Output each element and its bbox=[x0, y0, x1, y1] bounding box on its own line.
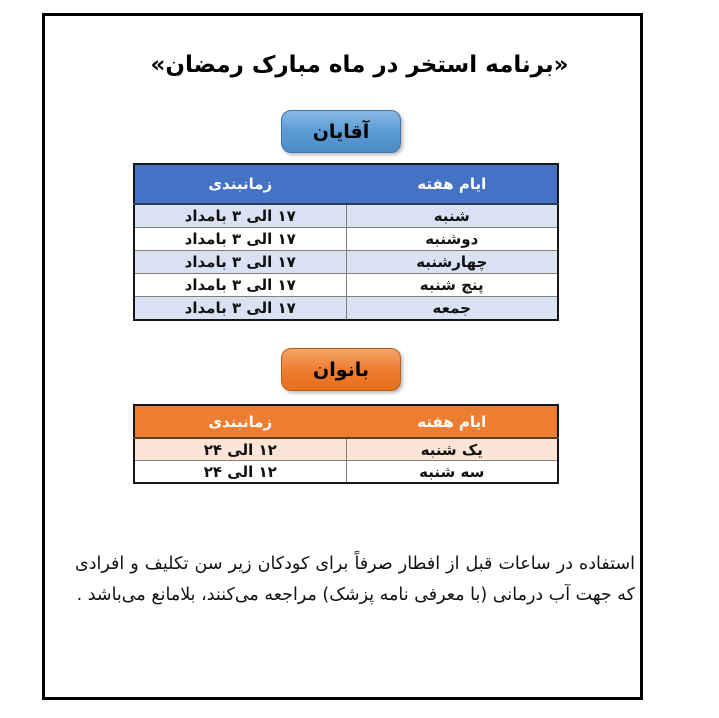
table-row bbox=[134, 438, 558, 461]
men-header-row bbox=[134, 164, 558, 204]
time-cell: ۱۲ الی ۲۴ bbox=[134, 438, 346, 461]
table-row bbox=[134, 274, 558, 297]
time-cell: ۱۷ الی ۳ بامداد bbox=[134, 251, 346, 274]
men-time-header: زمانبندی bbox=[134, 164, 346, 204]
day-cell: شنبه bbox=[346, 204, 558, 228]
table-row bbox=[134, 228, 558, 251]
day-cell: چهارشنبه bbox=[346, 251, 558, 274]
table-row bbox=[134, 297, 558, 321]
women-section-label: بانوان bbox=[312, 358, 370, 381]
table-row bbox=[134, 204, 558, 228]
men-section-label: آقایان bbox=[312, 120, 370, 143]
men-schedule-table bbox=[133, 163, 559, 321]
table-row bbox=[134, 251, 558, 274]
page-title: «برنامه استخر در ماه مبارک رمضان» bbox=[150, 52, 569, 78]
women-time-header: زمانبندی bbox=[134, 405, 346, 438]
day-cell: پنج شنبه bbox=[346, 274, 558, 297]
table-row bbox=[134, 461, 558, 484]
men-section-badge bbox=[281, 110, 401, 153]
women-days-header: ایام هفته bbox=[346, 405, 558, 438]
time-cell: ۱۲ الی ۲۴ bbox=[134, 461, 346, 484]
day-cell: دوشنبه bbox=[346, 228, 558, 251]
women-header-row bbox=[134, 405, 558, 438]
time-cell: ۱۷ الی ۳ بامداد bbox=[134, 274, 346, 297]
day-cell: یک شنبه bbox=[346, 438, 558, 461]
time-cell: ۱۷ الی ۳ بامداد bbox=[134, 297, 346, 321]
day-cell: سه شنبه bbox=[346, 461, 558, 484]
women-section-badge bbox=[281, 348, 401, 391]
women-schedule-table bbox=[133, 404, 559, 484]
time-cell: ۱۷ الی ۳ بامداد bbox=[134, 228, 346, 251]
footnote-text: استفاده در ساعات قبل از افطار صرفاً برای کودکان زیر سن تکلیف و افرادی که جهت آب درمانی (با معرفی نامه پزشک) مراجعه می‌کنند، بلامانع می‌باشد . bbox=[75, 554, 635, 605]
men-days-header: ایام هفته bbox=[346, 164, 558, 204]
day-cell: جمعه bbox=[346, 297, 558, 321]
time-cell: ۱۷ الی ۳ بامداد bbox=[134, 204, 346, 228]
